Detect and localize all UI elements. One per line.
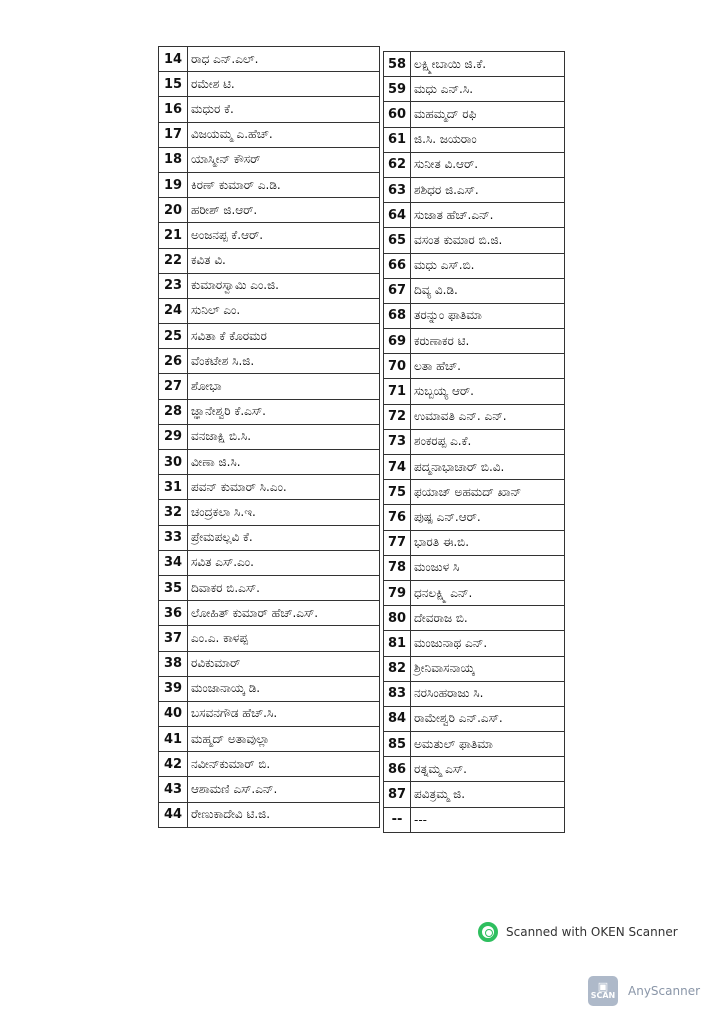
serial-number-cell: -- (384, 807, 411, 832)
serial-number-cell: 20 (159, 198, 188, 223)
serial-number-cell: 72 (384, 404, 411, 429)
name-cell: ಉಮಾವತಿ ಎನ್. ಎನ್. (411, 404, 565, 429)
table-row (384, 606, 565, 631)
name-cell: ನರಸಿಂಹರಾಜು ಸಿ. (411, 681, 565, 706)
table-row (159, 172, 380, 197)
name-cell: ಭಾರತಿ ಈ.ಬಿ. (411, 530, 565, 555)
serial-number-cell: 71 (384, 379, 411, 404)
serial-number-cell: 28 (159, 399, 188, 424)
name-cell: ದೇವರಾಜ ಬಿ. (411, 606, 565, 631)
serial-number-cell: 68 (384, 303, 411, 328)
serial-number-cell: 76 (384, 505, 411, 530)
name-cell: ವಿಜಯಮ್ಮ ಎ.ಹೆಚ್. (188, 122, 380, 147)
serial-number-cell: 30 (159, 450, 188, 475)
table-row (384, 278, 565, 303)
serial-number-cell: 83 (384, 681, 411, 706)
table-row (384, 807, 565, 832)
table-row (159, 626, 380, 651)
name-cell: ರಾಧ ಎನ್.ಎಲ್. (188, 47, 380, 72)
name-cell: ಪದ್ಮನಾಭಾಚಾರ್ ಬಿ.ವಿ. (411, 455, 565, 480)
name-cell: ಬಸವನಗೌಡ ಹೆಚ್.ಸಿ. (188, 701, 380, 726)
name-cell: ವೀಣಾ ಜಿ.ಸಿ. (188, 450, 380, 475)
table-row (384, 757, 565, 782)
name-cell: ಕವಿತ ವಿ. (188, 248, 380, 273)
anyscanner-icon-label: SCAN (590, 991, 616, 1000)
serial-number-cell: 77 (384, 530, 411, 555)
table-row (159, 298, 380, 323)
serial-number-cell: 29 (159, 424, 188, 449)
name-cell: ಪ್ರೇಮಪಲ್ಲವಿ ಕೆ. (188, 525, 380, 550)
table-row (384, 681, 565, 706)
serial-number-cell: 84 (384, 706, 411, 731)
serial-number-cell: 43 (159, 777, 188, 802)
serial-number-cell: 64 (384, 203, 411, 228)
name-cell: ಮಂಜುನಾಥ ಎನ್. (411, 631, 565, 656)
name-cell: ಜಿ.ಸಿ. ಜಯರಾಂ (411, 127, 565, 152)
serial-number-cell: 66 (384, 253, 411, 278)
serial-number-cell: 35 (159, 575, 188, 600)
name-list-table-right (383, 51, 565, 833)
anyscanner-logo-icon: ▣ SCAN (588, 976, 618, 1006)
name-cell: --- (411, 807, 565, 832)
table-row (159, 198, 380, 223)
serial-number-cell: 25 (159, 324, 188, 349)
name-cell: ದಿವ್ಯ ವಿ.ಡಿ. (411, 278, 565, 303)
serial-number-cell: 21 (159, 223, 188, 248)
serial-number-cell: 19 (159, 172, 188, 197)
name-cell: ಮಂಜುಳ ಸಿ (411, 555, 565, 580)
serial-number-cell: 36 (159, 601, 188, 626)
serial-number-cell: 62 (384, 152, 411, 177)
table-row (159, 525, 380, 550)
name-cell: ಯಾಸ್ಮೀನ್ ಕೌಸರ್ (188, 147, 380, 172)
name-cell: ಕರುಣಾಕರ ಟಿ. (411, 329, 565, 354)
name-cell: ಸುಬ್ಬಯ್ಯ ಆರ್. (411, 379, 565, 404)
serial-number-cell: 79 (384, 580, 411, 605)
table-row (384, 505, 565, 530)
table-row (159, 550, 380, 575)
table-row (159, 727, 380, 752)
table-row (384, 404, 565, 429)
name-cell: ಶ್ರೀನಿವಾಸನಾಯ್ಕ (411, 656, 565, 681)
oken-scanner-logo-icon (478, 922, 498, 942)
table-row (159, 374, 380, 399)
name-cell: ಫಯಾಜ್ ಅಹಮದ್ ಖಾನ್ (411, 480, 565, 505)
name-cell: ಲತಾ ಹೆಚ್. (411, 354, 565, 379)
table-row (159, 701, 380, 726)
serial-number-cell: 26 (159, 349, 188, 374)
serial-number-cell: 40 (159, 701, 188, 726)
serial-number-cell: 38 (159, 651, 188, 676)
name-cell: ಮಧು ಎನ್.ಸಿ. (411, 77, 565, 102)
name-cell: ವೆಂಕಟೇಶ ಸಿ.ಜಿ. (188, 349, 380, 374)
name-cell: ವಸಂತ ಕುಮಾರ ಬಿ.ಜಿ. (411, 228, 565, 253)
table-row (159, 324, 380, 349)
serial-number-cell: 42 (159, 752, 188, 777)
name-cell: ಅಂಜನಪ್ಪ ಕೆ.ಆರ್. (188, 223, 380, 248)
table-row (159, 676, 380, 701)
table-row (384, 480, 565, 505)
name-cell: ಅಮತುಲ್ ಫಾತಿಮಾ (411, 732, 565, 757)
name-cell: ಎಂ.ಎ. ಕಾಳಪ್ಪ (188, 626, 380, 651)
serial-number-cell: 44 (159, 802, 188, 827)
table-row (384, 656, 565, 681)
serial-number-cell: 65 (384, 228, 411, 253)
table-row (384, 127, 565, 152)
name-cell: ಶೋಭಾ (188, 374, 380, 399)
name-cell: ಸುನೀತ ವಿ.ಆರ್. (411, 152, 565, 177)
table-row (159, 752, 380, 777)
serial-number-cell: 37 (159, 626, 188, 651)
table-row (159, 399, 380, 424)
name-cell: ಪವಿತ್ರಮ್ಮ ಜಿ. (411, 782, 565, 807)
anyscanner-watermark (588, 976, 700, 1006)
serial-number-cell: 22 (159, 248, 188, 273)
name-cell: ರತ್ನಮ್ಮ ಎಸ್. (411, 757, 565, 782)
table-row (384, 429, 565, 454)
oken-scanner-watermark (478, 922, 678, 942)
table-row (159, 248, 380, 273)
name-cell: ದಿವಾಕರ ಬಿ.ಎಸ್. (188, 575, 380, 600)
serial-number-cell: 58 (384, 52, 411, 77)
name-cell: ಪವನ್ ಕುಮಾರ್ ಸಿ.ಎಂ. (188, 475, 380, 500)
table-row (384, 580, 565, 605)
name-cell: ಮಧು ಎಸ್.ಬಿ. (411, 253, 565, 278)
name-cell: ಮಧುರ ಕೆ. (188, 97, 380, 122)
serial-number-cell: 27 (159, 374, 188, 399)
name-cell: ಮಂಜಾನಾಯ್ಕ ಡಿ. (188, 676, 380, 701)
serial-number-cell: 18 (159, 147, 188, 172)
name-cell: ಲಕ್ಷ್ಮೀಬಾಯಿ ಜಿ.ಕೆ. (411, 52, 565, 77)
table-row (384, 203, 565, 228)
serial-number-cell: 73 (384, 429, 411, 454)
table-row (159, 475, 380, 500)
serial-number-cell: 82 (384, 656, 411, 681)
table-row (159, 500, 380, 525)
serial-number-cell: 34 (159, 550, 188, 575)
name-cell: ಸುನಿಲ್ ಎಂ. (188, 298, 380, 323)
serial-number-cell: 33 (159, 525, 188, 550)
serial-number-cell: 75 (384, 480, 411, 505)
table-row (159, 273, 380, 298)
table-row (384, 530, 565, 555)
serial-number-cell: 70 (384, 354, 411, 379)
table-row (159, 601, 380, 626)
name-cell: ಮಹ್ಮದ್ ಅತಾವುಲ್ಲಾ (188, 727, 380, 752)
name-cell: ವನಜಾಕ್ಷಿ ಬಿ.ಸಿ. (188, 424, 380, 449)
name-list-table-left (158, 46, 380, 828)
name-cell: ಆಶಾಮಣಿ ಎಸ್.ಎನ್. (188, 777, 380, 802)
table-row (159, 450, 380, 475)
serial-number-cell: 15 (159, 72, 188, 97)
table-row (384, 52, 565, 77)
serial-number-cell: 87 (384, 782, 411, 807)
table-row (384, 732, 565, 757)
serial-number-cell: 81 (384, 631, 411, 656)
table-row (159, 147, 380, 172)
table-row (384, 706, 565, 731)
table-row (159, 223, 380, 248)
serial-number-cell: 69 (384, 329, 411, 354)
serial-number-cell: 80 (384, 606, 411, 631)
table-row (159, 97, 380, 122)
name-cell: ರವಿಕುಮಾರ್ (188, 651, 380, 676)
table-row (384, 177, 565, 202)
name-cell: ಶಶಿಧರ ಜಿ.ಎಸ್. (411, 177, 565, 202)
serial-number-cell: 60 (384, 102, 411, 127)
table-row (384, 253, 565, 278)
serial-number-cell: 59 (384, 77, 411, 102)
serial-number-cell: 85 (384, 732, 411, 757)
serial-number-cell: 14 (159, 47, 188, 72)
name-cell: ಸವಿತಾ ಕೆ ಕೊರಮರ (188, 324, 380, 349)
table-row (159, 122, 380, 147)
serial-number-cell: 61 (384, 127, 411, 152)
serial-number-cell: 78 (384, 555, 411, 580)
name-cell: ತರನ್ನುಂ ಫಾತಿಮಾ (411, 303, 565, 328)
name-cell: ರಮೇಶ ಟಿ. (188, 72, 380, 97)
name-cell: ಮಹಮ್ಮದ್ ರಫಿ (411, 102, 565, 127)
name-cell: ಸವಿತ ಎಸ್.ಎಂ. (188, 550, 380, 575)
table-row (159, 575, 380, 600)
anyscanner-text: AnyScanner (628, 984, 701, 998)
name-cell: ರಾಮೇಶ್ವರಿ ಎನ್.ಎಸ್. (411, 706, 565, 731)
oken-scanner-text: Scanned with OKEN Scanner (506, 925, 678, 939)
serial-number-cell: 74 (384, 455, 411, 480)
serial-number-cell: 86 (384, 757, 411, 782)
table-row (384, 77, 565, 102)
table-row (384, 228, 565, 253)
serial-number-cell: 67 (384, 278, 411, 303)
name-cell: ರೇಣುಕಾದೇವಿ ಟಿ.ಜಿ. (188, 802, 380, 827)
name-cell: ಹರೀಶ್ ಜಿ.ಆರ್. (188, 198, 380, 223)
table-row (159, 777, 380, 802)
serial-number-cell: 31 (159, 475, 188, 500)
serial-number-cell: 17 (159, 122, 188, 147)
name-cell: ಲೋಹಿತ್ ಕುಮಾರ್ ಹೆಚ್.ಎಸ್. (188, 601, 380, 626)
table-row (384, 555, 565, 580)
serial-number-cell: 32 (159, 500, 188, 525)
name-cell: ನವೀನ್‌ಕುಮಾರ್ ಬಿ. (188, 752, 380, 777)
table-row (159, 72, 380, 97)
serial-number-cell: 41 (159, 727, 188, 752)
table-right-body (384, 52, 565, 833)
name-cell: ಕಿರಣ್ ಕುಮಾರ್ ಎ.ಡಿ. (188, 172, 380, 197)
name-cell: ಪುಷ್ಪ ಎನ್.ಆರ್. (411, 505, 565, 530)
table-row (159, 424, 380, 449)
table-row (384, 379, 565, 404)
table-row (159, 47, 380, 72)
name-cell: ಧನಲಕ್ಷ್ಮಿ ಎನ್. (411, 580, 565, 605)
serial-number-cell: 23 (159, 273, 188, 298)
table-row (159, 651, 380, 676)
serial-number-cell: 39 (159, 676, 188, 701)
name-cell: ಜ್ಞಾನೇಶ್ವರಿ ಕೆ.ಎಸ್. (188, 399, 380, 424)
name-cell: ಕುಮಾರಸ್ವಾಮಿ ಎಂ.ಜಿ. (188, 273, 380, 298)
table-left-body (159, 47, 380, 828)
serial-number-cell: 24 (159, 298, 188, 323)
serial-number-cell: 16 (159, 97, 188, 122)
name-cell: ಸುಜಾತ ಹೆಚ್.ಎನ್. (411, 203, 565, 228)
table-row (384, 631, 565, 656)
table-row (384, 102, 565, 127)
table-row (159, 802, 380, 827)
name-cell: ಚಂದ್ರಕಲಾ ಸಿ.ಇ. (188, 500, 380, 525)
table-row (384, 329, 565, 354)
table-row (384, 455, 565, 480)
name-cell: ಶಂಕರಪ್ಪ ಎ.ಕೆ. (411, 429, 565, 454)
table-row (384, 782, 565, 807)
table-row (384, 354, 565, 379)
table-row (384, 152, 565, 177)
table-row (384, 303, 565, 328)
table-row (159, 349, 380, 374)
serial-number-cell: 63 (384, 177, 411, 202)
